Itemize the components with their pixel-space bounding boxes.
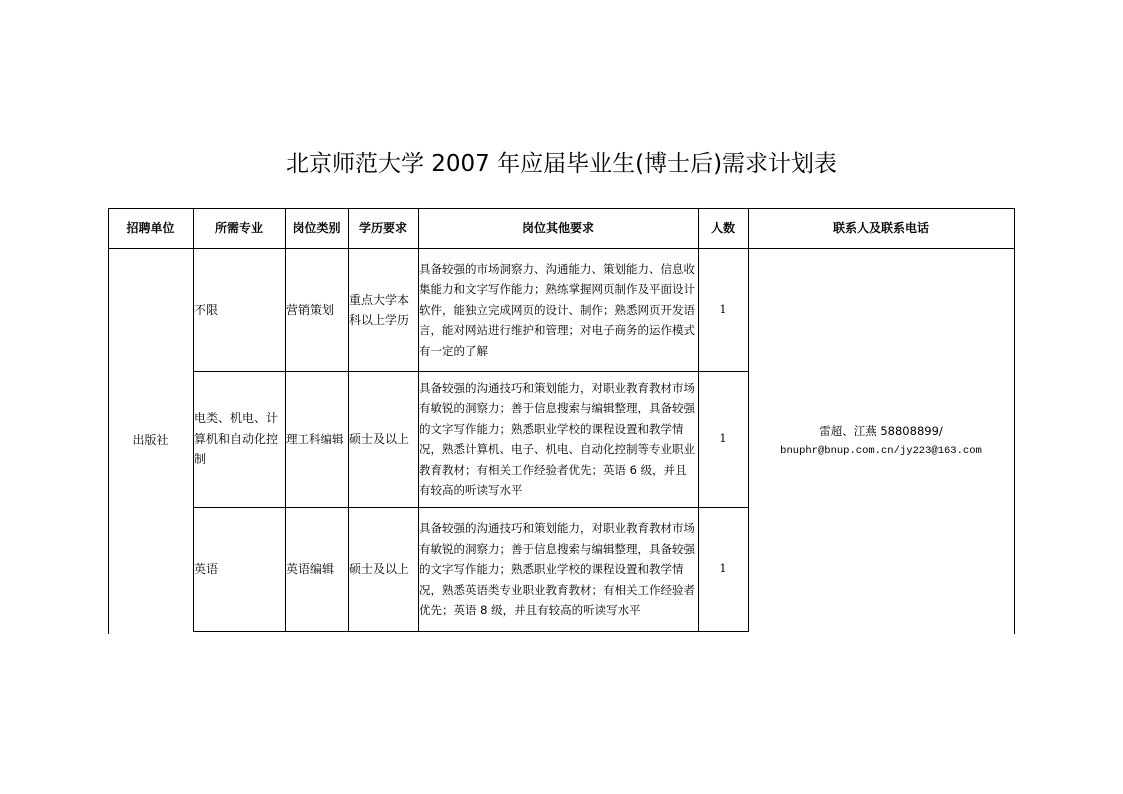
col-border-4 bbox=[418, 208, 419, 632]
col-border-5 bbox=[698, 208, 699, 632]
page-title: 北京师范大学 2007 年应届毕业生(博士后)需求计划表 bbox=[285, 151, 838, 177]
row1-major: 不限 bbox=[194, 302, 219, 317]
row3-major: 英语 bbox=[194, 562, 219, 577]
header-divider bbox=[108, 248, 1015, 249]
col-border-0 bbox=[108, 208, 109, 634]
row3-education: 硕士及以上 bbox=[349, 562, 410, 577]
row1-count: 1 bbox=[719, 302, 727, 316]
col-border-6 bbox=[748, 208, 749, 632]
col-border-2 bbox=[285, 208, 286, 632]
col-border-1 bbox=[193, 208, 194, 632]
contact-names-phone: 雷超、江燕 58808899/ bbox=[819, 423, 943, 438]
header-other-requirements: 岗位其他要求 bbox=[521, 221, 594, 236]
header-count: 人数 bbox=[710, 221, 735, 236]
row1-position-type: 营销策划 bbox=[286, 302, 335, 317]
header-education: 学历要求 bbox=[358, 221, 407, 236]
row3-divider bbox=[193, 631, 749, 632]
row2-education: 硕士及以上 bbox=[349, 431, 410, 446]
header-major: 所需专业 bbox=[214, 221, 263, 236]
row2-count: 1 bbox=[719, 431, 727, 445]
contact-cell bbox=[748, 249, 1014, 632]
col-border-3 bbox=[348, 208, 349, 632]
row2-major: 电类、机电、计算机和自动化控制 bbox=[194, 411, 279, 467]
unit-name-cell: 出版社 bbox=[132, 433, 169, 448]
table-border-top bbox=[108, 208, 1015, 209]
row1-education: 重点大学本科以上学历 bbox=[349, 292, 410, 327]
contact-emails: bnuphr@bnup.com.cn/jy223@163.com bbox=[780, 444, 982, 457]
row2-position-type: 理工科编辑 bbox=[286, 431, 344, 446]
row1-divider bbox=[193, 371, 749, 372]
row3-count: 1 bbox=[719, 562, 727, 576]
row2-divider bbox=[193, 507, 749, 508]
header-position-type: 岗位类别 bbox=[292, 221, 341, 236]
header-contact: 联系人及联系电话 bbox=[832, 221, 929, 236]
row3-other-requirements: 具备较强的沟通技巧和策划能力，对职业教育教材市场有敏锐的洞察力；善于信息搜索与编辑整理，具备较强的文字写作能力；熟悉职业学校的课程设置和教学情况，熟悉英语类专业职业教育教材；有相关工作经验者优先；英语 8 级，并且有较高的听读写水平 bbox=[419, 521, 695, 618]
row2-other-requirements: 具备较强的沟通技巧和策划能力，对职业教育教材市场有敏锐的洞察力；善于信息搜索与编辑整理，具备较强的文字写作能力；熟悉职业学校的课程设置和教学情况，熟悉计算机、电子、机电、自动化控制等专业职业教育教材；有相关工作经验者优先；英语 6 级，并且有较高的听读写水平 bbox=[419, 380, 695, 497]
row3-position-type: 英语编辑 bbox=[286, 562, 335, 577]
header-unit: 招聘单位 bbox=[126, 221, 175, 236]
col-border-7 bbox=[1014, 208, 1015, 634]
row1-other-requirements: 具备较强的市场洞察力、沟通能力、策划能力、信息收集能力和文字写作能力；熟练掌握网页制作及平面设计软件，能独立完成网页的设计、制作；熟悉网页开发语言，能对网站进行维护和管理；对电子商务的运作模式有一定的了解 bbox=[419, 261, 695, 358]
